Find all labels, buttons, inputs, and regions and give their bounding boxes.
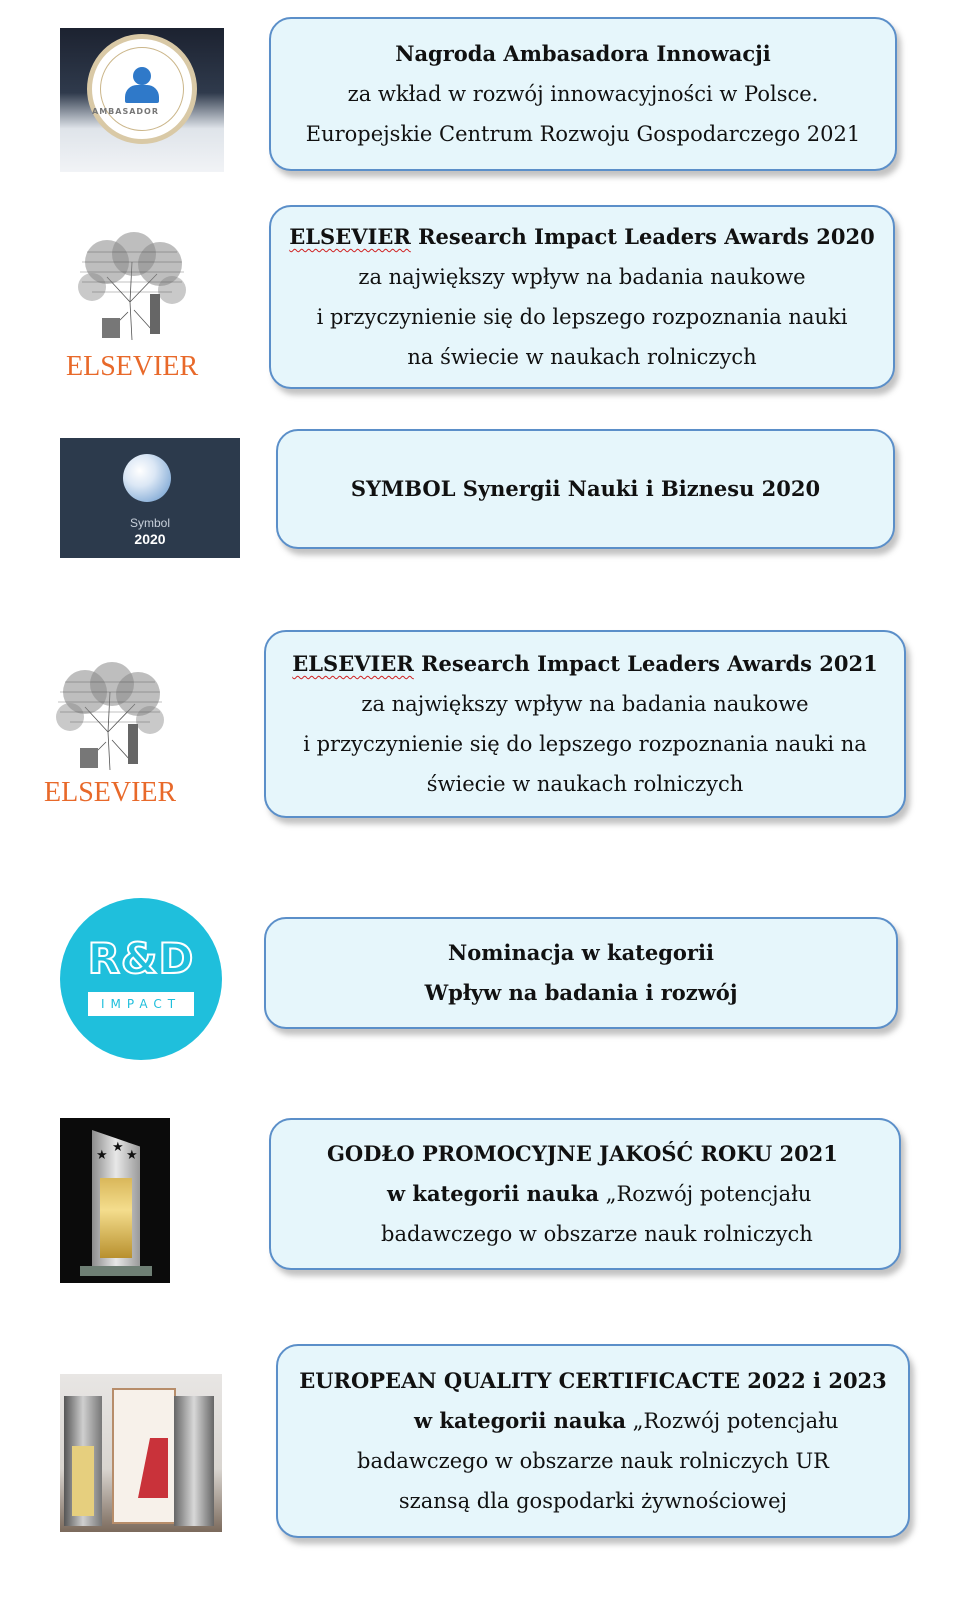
award-line: i przyczynienie się do lepszego rozpoznania nauki [316,305,848,329]
ambasador-logo [60,28,224,172]
award-title [271,217,893,257]
ambasador-logo-text: AMBASADOR [92,107,159,116]
elsevier-tree-icon [50,662,170,770]
rd-logo-text: R&D [87,934,195,983]
award-title [266,644,904,684]
award-title-brand: ELSEVIER [292,651,414,676]
award-category: w kategorii nauka [414,1408,626,1433]
star-icon: ★ [96,1148,108,1163]
award-category-line [271,1174,899,1214]
award-line: szansą dla gospodarki żywnościowej [398,1489,788,1513]
elsevier-wordmark: ELSEVIER [66,351,199,382]
award-line: świecie w naukach rolniczych [426,772,744,796]
impact-label: IMPACT [88,992,194,1016]
elsevier-tree-icon [72,232,192,340]
award-title-rest: Research Impact Leaders Awards 2020 [410,224,875,249]
diamond-icon [123,454,171,502]
award-title: SYMBOL Synergii Nauki i Biznesu 2020 [350,476,821,501]
award-line: za wkład w rozwój innowacyjności w Polsce. [347,82,819,106]
award-title: Nagroda Ambasadora Innowacji [395,41,771,66]
symbol-logo-year: 2020 [134,531,166,547]
award-card-symbol [276,429,895,549]
award-line: za największy wpływ na badania naukowe [358,265,806,289]
ambasador-medal [87,34,197,144]
award-category-rest: „Rozwój potencjału [625,1409,839,1433]
trophy-base [80,1266,152,1276]
trophy-right [174,1396,214,1526]
award-line: badawczego w obszarze nauk rolniczych UR [357,1449,829,1473]
award-line: i przyczynienie się do lepszego rozpoznania nauki na [303,732,867,756]
quality-certificate-photo [60,1374,222,1532]
award-line: na świecie w naukach rolniczych [407,345,757,369]
award-title: Wpływ na badania i rozwój [424,980,738,1005]
award-card-rd-impact [264,917,898,1029]
award-card-quality-2022-2023 [276,1344,910,1538]
award-card-quality-2021 [269,1118,901,1270]
award-line: badawczego w obszarze nauk rolniczych [381,1222,813,1246]
trophy-gold-inlay [100,1178,132,1258]
rd-impact-logo [60,898,222,1060]
person-icon [133,67,151,85]
award-title: EUROPEAN QUALITY CERTIFICACTE 2022 i 2023 [299,1368,887,1393]
elsevier-wordmark: ELSEVIER [44,777,176,808]
symbol-logo-text: Symbol [129,516,170,530]
quality-trophy [60,1118,170,1283]
award-category-line [278,1401,908,1441]
award-title: GODŁO PROMOCYJNE JAKOŚĆ ROKU 2021 [327,1141,838,1166]
award-category-rest: „Rozwój potencjału [598,1182,812,1206]
award-card-elsevier-2020 [269,205,895,389]
award-category: w kategorii nauka [387,1181,599,1206]
award-card-elsevier-2021 [264,630,906,818]
award-card-ambasador [269,17,897,171]
award-line: Europejskie Centrum Rozwoju Gospodarczego 2021 [305,122,861,146]
elsevier-logo [66,232,200,382]
star-icon: ★ [126,1148,138,1163]
award-title: Nominacja w kategorii [448,940,714,965]
certificate-frame [112,1388,176,1524]
star-icon: ★ [112,1140,124,1155]
symbol-logo [60,438,240,558]
award-title-rest: Research Impact Leaders Awards 2021 [413,651,878,676]
trophy-left [64,1396,102,1526]
award-title-brand: ELSEVIER [289,224,411,249]
elsevier-logo [44,662,176,808]
award-line: za największy wpływ na badania naukowe [361,692,809,716]
